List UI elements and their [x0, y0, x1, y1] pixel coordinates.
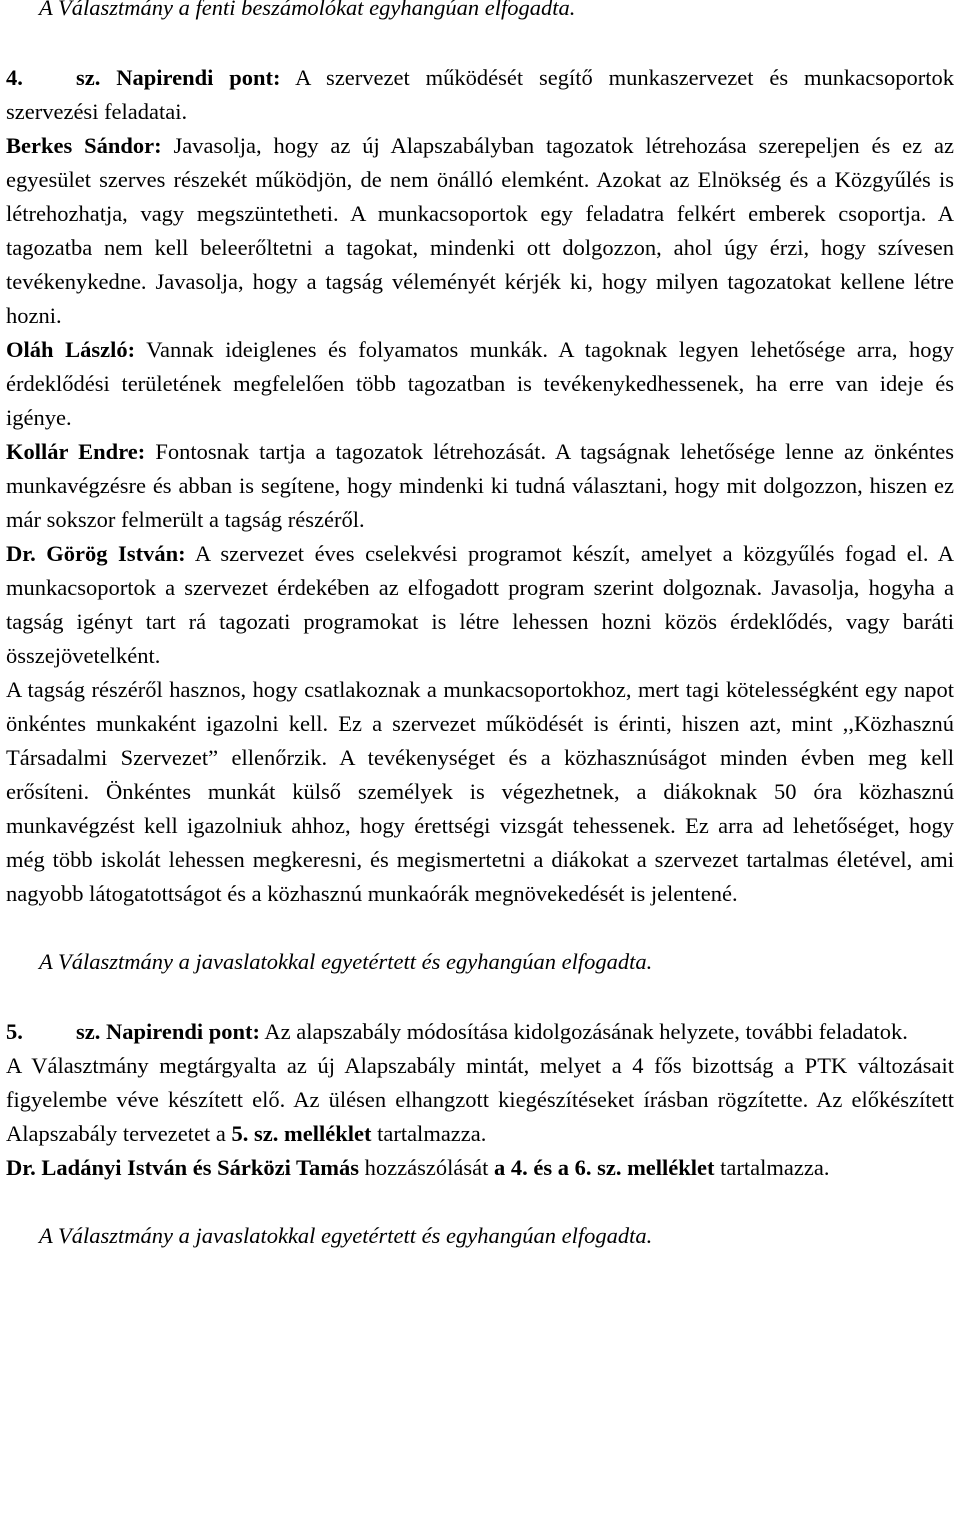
- text-berkes: Javasolja, hogy az új Alapszabályban tagozatok létrehozása szerepeljen és ez az egyesület szerves részekét működjön, de nem önálló elemként. Azokat az Elnökség és a Közgyűlés is létrehozhatja, vagy megszüntetheti. A munkacsoportok egy feladatra felkért emberek csoportja. A tagozatba nem kell beleerőltetni a tagokat, mindenki ott dolgozzon, ahol úgy érzi, hogy szívesen tevékenykedne. Javasolja, hogy a tagság véleményét kérjék ki, hogy milyen tagozatokat kellene létre hozni.: [6, 133, 954, 328]
- agenda-item-5: [6, 1015, 954, 1049]
- agenda-item-5-title: Az alapszabály módosítása kidolgozásának helyzete, további feladatok.: [260, 1019, 908, 1044]
- paragraph-ladanyi: [6, 1151, 954, 1185]
- document-page: [6, 0, 954, 1253]
- agenda-item-5-number: 5.: [6, 1019, 23, 1044]
- text-gorog: A szervezet éves cselekvési programot készít, amelyet a közgyűlés fogad el. A munkacsoportok a szervezet érdekében az elfogadott program szerint dolgoznak. Javasolja, hogyha a tagság igényt tart rá tagozati programokat is létre lehessen hozni közös érdeklődés, vagy baráti összejövetelként.: [6, 541, 955, 668]
- agenda-item-5-label: Napirendi pont:: [106, 1019, 260, 1044]
- agenda-item-4-title: A szervezet működését segítő munkaszervezet és munkacsoportok szervezési feladatai.: [6, 65, 955, 124]
- paragraph-gorog: [6, 537, 954, 673]
- speaker-kollar: Kollár Endre:: [6, 439, 146, 464]
- agenda-item-4: [6, 61, 954, 129]
- annex-4-6-reference: a 4. és a 6. sz. melléklet: [493, 1155, 715, 1180]
- speaker-ladanyi-sarkozi: Dr. Ladányi István és Sárközi Tamás: [6, 1155, 360, 1180]
- agenda-item-4-number: 4.: [6, 65, 23, 90]
- paragraph-valasztmany-5: [6, 1049, 954, 1151]
- agenda-item-4-label: Napirendi pont:: [116, 65, 281, 90]
- agenda-item-4-sz: sz.: [76, 65, 101, 90]
- text-ladanyi-part2: tartalmazza.: [714, 1155, 830, 1180]
- paragraph-kollar: [6, 435, 954, 537]
- speaker-olah: Oláh László:: [6, 337, 136, 362]
- resolution-top: A Választmány a fenti beszámolókat egyhangúan elfogadta.: [39, 0, 576, 20]
- text-valasztmany-5-part1: A Választmány megtárgyalta az új Alapszabály mintát, melyet a 4 fős bizottság a PTK változásait figyelembe véve készített elő. Az ülésen elhangzott kiegészítéseket írásban rögzítette. Az előkészített Alapszabály tervezetet a: [6, 1053, 954, 1146]
- speaker-gorog: Dr. Görög István:: [6, 541, 186, 566]
- resolution-mid: A Választmány a javaslatokkal egyetértett és egyhangúan elfogadta.: [39, 949, 653, 974]
- paragraph-olah: [6, 333, 954, 435]
- resolution-bottom: A Választmány a javaslatokkal egyetértett és egyhangúan elfogadta.: [39, 1223, 653, 1248]
- paragraph-tagsag: A tagság részéről hasznos, hogy csatlakoznak a munkacsoportokhoz, mert tagi kötelességként egy napot önkéntes munkaként igazolni kell. Ez a szervezet működését is érinti, hiszen azt, mint ,,Közhasznú Társadalmi Szervezet” ellenőrzik. A tevékenységet és a közhasznúságot minden évben meg kell erősíteni. Önkéntes munkát külső személyek is végezhetnek, a diákoknak 50 óra közhasznú munkavégzést kell igazolniuk ahhoz, hogy érettségi vizsgát tehessenek. Ez arra ad lehetőséget, hogy még több iskolát lehessen megkeresni, és megismertetni a diákokat a szervezet tartalmas életével, ami nagyobb látogatottságot és a közhasznú munkaórák megnövekedését is jelentené.: [6, 677, 954, 906]
- paragraph-berkes: [6, 129, 954, 333]
- speaker-berkes: Berkes Sándor:: [6, 133, 162, 158]
- text-kollar: Fontosnak tartja a tagozatok létrehozását. A tagságnak lehetősége lenne az önkéntes munkavégzésre és abban is segítene, hogy mindenki ki tudná választani, hogy mit dolgozzon, hiszen ez már sokszor felmerült a tagság részéről.: [6, 439, 954, 532]
- text-valasztmany-5-part2: tartalmazza.: [371, 1121, 487, 1146]
- text-ladanyi-part1: hozzászólását: [359, 1155, 494, 1180]
- annex-5-reference: 5. sz. melléklet: [231, 1121, 372, 1146]
- agenda-item-5-sz: sz.: [76, 1019, 101, 1044]
- text-olah: Vannak ideiglenes és folyamatos munkák. A tagoknak legyen lehetősége arra, hogy érdeklődési területének megfelelően több tagozatban is tevékenykedhessenek, ha erre van ideje és igénye.: [6, 337, 954, 430]
